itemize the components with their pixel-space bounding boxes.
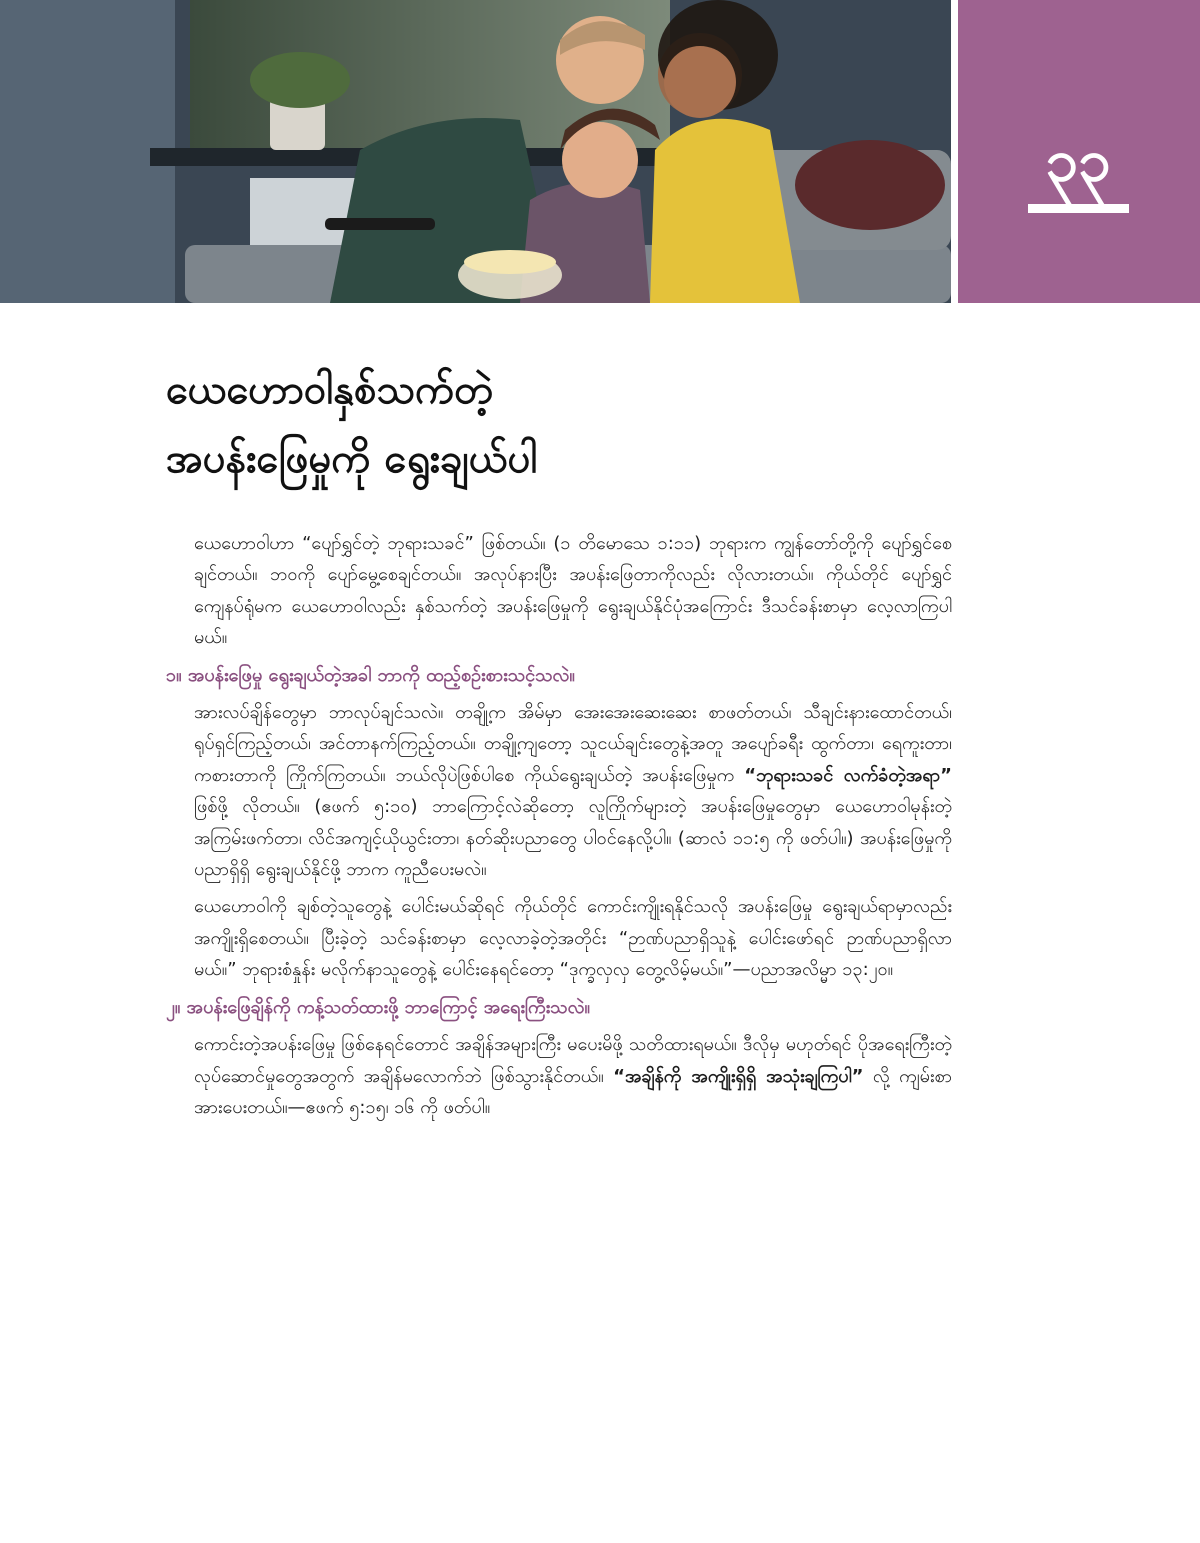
page-title — [166, 356, 966, 494]
intro-paragraph: ယေဟောဝါဟာ “ပျော်ရွှင်တဲ့ ဘုရားသခင်” ဖြစ်တယ်။ (၁ တိမောသေ ၁:၁၁) ဘုရားက ကျွန်တော်တို့ကို ပျော်ရွှင်စေချင်တယ်။ ဘဝကို ပျော်မွေ့စေချင်တယ်။ အလုပ်နားပြီး အပန်းဖြေတာကိုလည်း လိုလားတယ်။ ကိုယ်တိုင် ပျော်ရွှင်ကျေနပ်ရုံမက ယေဟောဝါလည်း နှစ်သက်တဲ့ အပန်းဖြေမှုကို ရွေးချယ်နိုင်ပုံအကြောင်း ဒီသင်ခန်းစာမှာ လေ့လာကြပါမယ်။ — [194, 533, 952, 649]
lesson-number-underline — [1028, 204, 1129, 213]
family-watching-tv-photo — [0, 0, 951, 303]
remote-control — [325, 218, 435, 230]
section-2-text-b: လို့ ကျမ်းစာ အားပေးတယ်။—ဧဖက် ၅:၁၅၊ ၁၆ ကို ဖတ်ပါ။ — [194, 1065, 952, 1118]
section-1-text-a: အားလပ်ချိန်တွေမှာ ဘာလုပ်ချင်သလဲ။ တချို့က အိမ်မှာ အေးအေးဆေးဆေး စာဖတ်တယ်၊ သီချင်းနားထောင်တယ်၊ ရုပ်ရှင်ကြည့်တယ်၊ အင်တာနက်ကြည့်တယ်။ တချို့ကျတော့ သူငယ်ချင်းတွေနဲ့အတူ အပျော်ခရီး ထွက်တာ၊ ရေကူးတာ၊ ကစားတာကို ကြိုက်ကြတယ်။ ဘယ်လိုပဲဖြစ်ပါစေ ကိုယ်ရွေးချယ်တဲ့ အပန်းဖြေမှုက — [194, 702, 952, 786]
section-1-heading: ၁။ အပန်းဖြေမှု ရွေးချယ်တဲ့အခါ ဘာကို ထည့်စဉ်းစားသင့်သလဲ။ — [166, 664, 575, 686]
section-2-paragraph-1 — [166, 1029, 952, 1123]
section-1-emphasis: “ဘုရားသခင် လက်ခံတဲ့အရာ” — [744, 764, 952, 786]
title-line-2: အပန်းဖြေမှုကို ရွေးချယ်ပါ — [166, 436, 538, 482]
section-1-paragraph-1 — [166, 697, 952, 885]
photo-illustration — [0, 0, 951, 303]
lesson-body — [166, 528, 952, 1129]
section-1-paragraph-2: ယေဟောဝါကို ချစ်တဲ့သူတွေနဲ့ ပေါင်းမယ်ဆိုရင် ကိုယ်တိုင် ကောင်းကျိုးရနိုင်သလို အပန်းဖြေမှု ရွေးချယ်ရာမှာလည်း အကျိုးရှိစေတယ်။ ပြီးခဲ့တဲ့ သင်ခန်းစာမှာ လေ့လာခဲ့တဲ့အတိုင်း “ဉာဏ်ပညာရှိသူနဲ့ ပေါင်းဖော်ရင် ဉာဏ်ပညာရှိလာမယ်။” ဘုရားစံနှုန်း မလိုက်နာသူတွေနဲ့ ပေါင်းနေရင်တော့ “ဒုက္ခလှလှ တွေ့လိမ့်မယ်။”—ပညာအလိမ္မာ ၁၃:၂၀။ — [194, 896, 952, 981]
cushion — [795, 140, 945, 230]
lesson-number: ၃၃ — [1045, 126, 1111, 194]
section-2-emphasis: “အချိန်ကို အကျိုးရှိရှိ အသုံးချကြပါ” — [613, 1065, 864, 1087]
section-1-text-b: ဖြစ်ဖို့ လိုတယ်။ (ဧဖက် ၅:၁၀) ဘာကြောင့်လဲဆိုတော့ လူကြိုက်များတဲ့ အပန်းဖြေမှုတွေမှာ ယေဟောဝါမုန်းတဲ့ အကြမ်းဖက်တာ၊ လိင်အကျင့်ယိုယွင်းတာ၊ နတ်ဆိုးပညာတွေ ပါဝင်နေလို့ပါ။ (ဆာလံ ၁၁:၅ ကို ဖတ်ပါ။) အပန်းဖြေမှုကို ပညာရှိရှိ ရွေးချယ်နိုင်ဖို့ ဘာက ကူညီပေးမလဲ။ — [194, 796, 952, 881]
section-2-heading: ၂။ အပန်းဖြေချိန်ကို ကန့်သတ်ထားဖို့ ဘာကြောင့် အရေးကြီးသလဲ။ — [166, 996, 590, 1018]
section-2-text-a: ကောင်းတဲ့အပန်းဖြေမှု ဖြစ်နေရင်တောင် အချိန်အများကြီး မပေးမိဖို့ သတိထားရမယ်။ ဒီလိုမှ မဟုတ်ရင် ပိုအရေးကြီးတဲ့ လုပ်ဆောင်မှုတွေအတွက် အချိန်မလောက်ဘဲ ဖြစ်သွားနိုင်တယ်။ — [194, 1034, 952, 1087]
title-line-1: ယေဟောဝါနှစ်သက်တဲ့ — [166, 367, 494, 413]
